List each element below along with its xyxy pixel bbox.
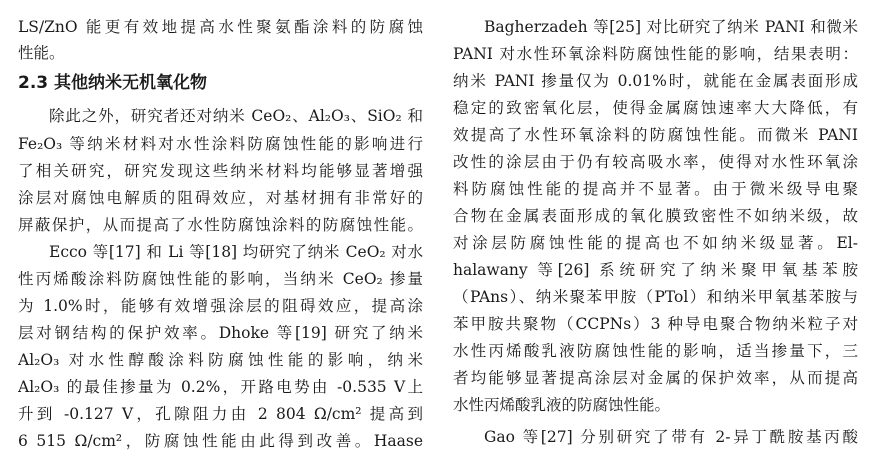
text-line: 性丙烯酸涂料防腐蚀性能的影响，当纳米 CeO₂ 掺量 — [18, 270, 423, 288]
text-line: LS/ZnO 能更有效地提高水性聚氨酯涂料的防腐蚀 — [18, 18, 423, 36]
text-line: 料防腐蚀性能的提高并不显著。由于微米级导电聚 — [453, 180, 858, 198]
text-line: 涂层对腐蚀电解质的阻碍效应，对基材拥有非常好的 — [18, 189, 423, 207]
text-line: 对涂层防腐蚀性能的提高也不如纳米级显著。El- — [453, 234, 858, 252]
text-line: 了相关研究，研究发现这些纳米材料均能够显著增强 — [18, 162, 423, 180]
text-line: 除此之外，研究者还对纳米 CeO₂、Al₂O₃、SiO₂ 和 — [49, 107, 423, 125]
text-line: 效提高了水性环氧涂料的防腐蚀性能。而微米 PANI — [453, 126, 858, 144]
section-heading: 2.3 其他纳米无机氧化物 — [18, 73, 208, 93]
text-line: 层对钢结构的保护效率。Dhoke 等[19] 研究了纳米 — [18, 324, 423, 342]
text-line: halawany 等[26] 系统研究了纳米聚甲氧基苯胺 — [453, 261, 858, 279]
text-line: 为 1.0%时，能够有效增强涂层的阻碍效应，提高涂 — [18, 297, 423, 315]
text-line: Bagherzadeh 等[25] 对比研究了纳米 PANI 和微米 — [484, 18, 858, 36]
text-line: 水性丙烯酸乳液的防腐蚀性能。 — [453, 396, 671, 414]
text-line: Gao 等[27] 分别研究了带有 2-异丁酰胺基丙酸 — [484, 428, 858, 446]
text-line: 苯甲胺共聚物（CCPNs）3 种导电聚合物纳米粒子对 — [453, 315, 858, 333]
text-line: 升到 -0.127 V，孔隙阻力由 2 804 Ω/cm² 提高到 — [18, 405, 423, 423]
text-line: Ecco 等[17] 和 Li 等[18] 均研究了纳米 CeO₂ 对水 — [49, 243, 423, 261]
text-line: 屏蔽保护，从而提高了水性防腐蚀涂料的防腐蚀性能。 — [18, 216, 423, 234]
text-line: 纳米 PANI 掺量仅为 0.01%时，就能在金属表面形成 — [453, 72, 858, 90]
text-line: 改性的涂层由于仍有较高吸水率，使得对水性环氧涂 — [453, 153, 858, 171]
text-line: 稳定的致密氧化层，使得金属腐蚀速率大大降低，有 — [453, 99, 858, 117]
text-line: 合物在金属表面形成的氧化膜致密性不如纳米级，故 — [453, 207, 858, 225]
text-line: （PAns）、纳米聚苯甲胺（PTol）和纳米甲氧基苯胺与 — [453, 288, 858, 306]
text-line: Fe₂O₃ 等纳米材料对水性涂料防腐蚀性能的影响进行 — [18, 135, 423, 153]
text-line: PANI 对水性环氧涂料防腐蚀性能的影响，结果表明： — [453, 45, 858, 63]
text-line: 者均能够显著提高涂层对金属的保护效率，从而提高 — [453, 369, 858, 387]
text-line: Al₂O₃ 的最佳掺量为 0.2%，开路电势由 -0.535 V上 — [18, 378, 423, 396]
text-line: Al₂O₃ 对水性醇酸涂料防腐蚀性能的影响，纳米 — [18, 351, 423, 369]
text-line: 6 515 Ω/cm²，防腐蚀性能由此得到改善。Haase — [18, 432, 423, 450]
text-line: 水性丙烯酸乳液防腐蚀性能的影响，适当掺量下，三 — [453, 342, 858, 360]
text-line: 性能。 — [18, 44, 65, 62]
